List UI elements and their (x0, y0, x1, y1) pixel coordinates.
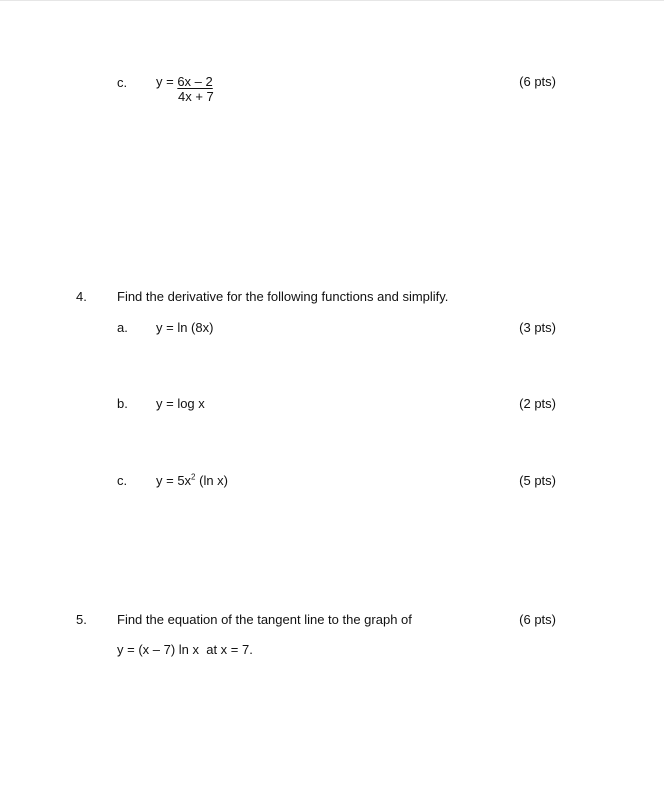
q4a-label: a. (117, 320, 128, 335)
q4a-expression: y = ln (8x) (156, 320, 214, 335)
q5-number: 5. (76, 612, 87, 627)
q4c-expression (156, 473, 228, 489)
q4a-points: (3 pts) (519, 320, 556, 335)
q5-points: (6 pts) (519, 612, 556, 627)
q4b-label: b. (117, 396, 128, 411)
q3c-numerator: 6x – 2 (177, 74, 213, 89)
q4-prompt: Find the derivative for the following functions and simplify. (117, 289, 449, 304)
q3c-points: (6 pts) (519, 74, 556, 89)
q4-number: 4. (76, 289, 87, 304)
q5-prompt: Find the equation of the tangent line to the graph of (117, 612, 412, 627)
page-top-edge (0, 0, 664, 1)
q4c-points: (5 pts) (519, 473, 556, 488)
q4b-expression: y = log x (156, 396, 205, 411)
q5-expression: y = (x – 7) ln x at x = 7. (117, 642, 253, 657)
q3c-denominator: 4x + 7 (178, 89, 214, 104)
q4c-expr-rest: (ln x) (195, 473, 228, 488)
q3c-lhs: y = (156, 74, 178, 89)
q4b-points: (2 pts) (519, 396, 556, 411)
q4c-label: c. (117, 473, 128, 488)
q4c-exponent: 2 (191, 472, 196, 482)
q3c-label: c. (117, 75, 128, 90)
q4c-expr-base: y = 5x (156, 473, 192, 488)
q3c-expression (156, 74, 213, 90)
